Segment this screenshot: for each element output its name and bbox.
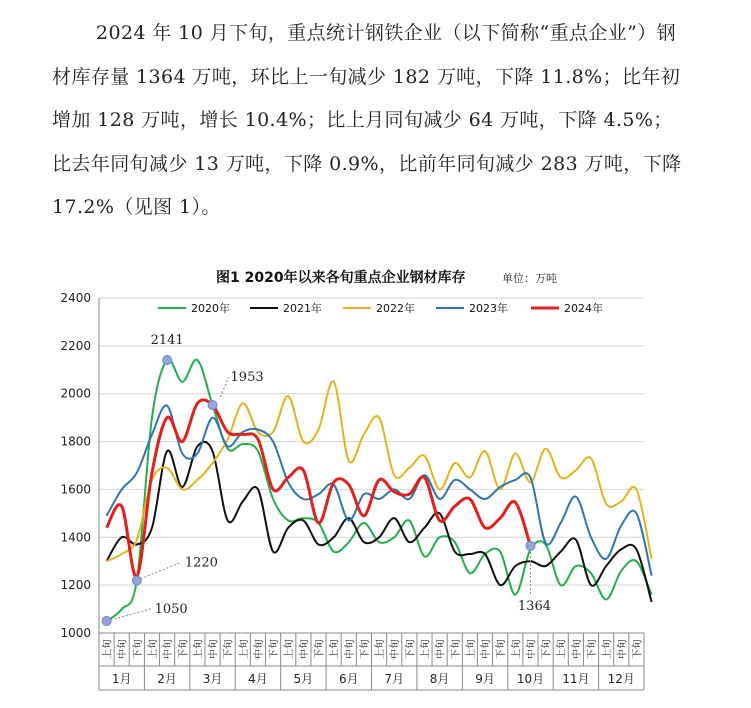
x-tick-label: 上旬 [375,639,387,659]
annotation-marker [163,355,172,364]
annotation-marker [526,541,535,550]
x-tick-label: 下旬 [223,639,235,659]
annotation-label: 1953 [230,369,264,385]
month-label: 3月 [202,672,223,686]
x-tick-label: 上旬 [420,639,432,659]
x-tick-label: 下旬 [587,639,599,659]
x-tick-label: 上旬 [284,639,296,659]
month-label: 2月 [157,672,177,686]
month-label: 6月 [338,672,359,686]
legend-label-2021: 2021年 [283,302,322,315]
x-tick-label: 中旬 [163,639,175,659]
annotation-label: 1364 [517,598,552,614]
x-tick-label: 下旬 [132,639,144,659]
month-label: 7月 [384,672,405,686]
y-tick-label: 1400 [60,530,91,545]
x-tick-label: 上旬 [556,639,568,659]
x-tick-label: 中旬 [253,639,265,659]
y-tick-label: 2200 [60,338,91,353]
x-tick-label: 上旬 [329,639,341,659]
month-label: 8月 [429,672,450,686]
series-line-2021 [107,442,652,602]
x-tick-label: 上旬 [102,639,114,659]
series-line-2020 [107,359,652,621]
month-label: 5月 [293,672,314,686]
x-tick-label: 下旬 [450,639,462,659]
summary-paragraph [52,12,692,230]
x-tick-label: 中旬 [390,639,402,659]
annotation-label: 1220 [184,555,218,571]
paragraph-text: 2024 年 10 月下旬，重点统计钢铁企业（以下简称“重点企业”）钢材库存量 1364 万吨，环比上一旬减少 182 万吨，下降 11.8%；比年初增加 128 万吨，增长 10.4%；比上月同旬减少 64 万吨，下降 4.5%；比去年同旬减少 13 万吨，下降 0.9%，比前年同旬减少 283 万吨，下降 17.2%（见图 1）。 [52,22,682,218]
series-lines [107,359,652,621]
annotation-marker [132,576,141,585]
x-tick-label: 上旬 [465,639,477,659]
annotation-leader [137,562,181,580]
chart-unit-label: 单位：万吨 [502,272,557,285]
x-tick-label: 中旬 [526,639,538,659]
y-tick-label: 1000 [60,626,91,640]
x-tick-label: 上旬 [147,639,159,659]
month-label: 9月 [475,672,495,686]
x-tick-label: 下旬 [269,639,281,659]
x-tick-label: 中旬 [208,639,220,659]
x-tick-label: 中旬 [481,639,493,659]
chart-title: 图1 2020年以来各旬重点企业钢材库存 [216,270,466,286]
x-tick-label: 中旬 [299,639,311,659]
month-label: 1月 [111,672,132,686]
x-tick-label: 下旬 [541,639,553,659]
x-tick-label: 下旬 [314,639,326,659]
inventory-line-chart [0,250,751,708]
x-tick-label: 下旬 [359,639,371,659]
legend-label-2023: 2023年 [469,302,508,315]
annotations [102,333,551,626]
y-tick-label: 1600 [60,482,91,497]
x-tick-label: 上旬 [193,639,205,659]
legend [158,301,603,315]
y-tick-label: 2000 [60,386,91,401]
x-tick-label: 下旬 [178,639,190,659]
annotation-leader [107,609,151,621]
x-axis [99,633,644,690]
y-tick-label: 1800 [60,434,91,449]
month-label: 10月 [516,672,545,686]
month-label: 12月 [607,672,635,686]
grid [99,298,644,633]
y-tick-label: 2400 [60,291,91,305]
annotation-label: 2141 [150,332,184,348]
y-axis [60,291,99,640]
annotation-marker [208,400,217,409]
x-tick-label: 下旬 [405,639,417,659]
legend-label-2022: 2022年 [376,302,415,315]
x-tick-label: 中旬 [617,639,629,659]
x-tick-label: 中旬 [344,639,356,659]
annotation-marker [102,617,111,626]
month-label: 4月 [248,672,268,686]
legend-label-2020: 2020年 [191,302,230,315]
x-tick-label: 上旬 [238,639,250,659]
x-tick-label: 下旬 [632,639,644,659]
x-tick-label: 中旬 [571,639,583,659]
x-tick-label: 中旬 [117,639,129,659]
month-label: 11月 [562,672,590,686]
x-tick-label: 上旬 [602,639,614,659]
annotation-label: 1050 [154,602,188,618]
x-tick-label: 下旬 [496,639,508,659]
x-tick-label: 中旬 [435,639,447,659]
legend-label-2024: 2024年 [564,302,603,315]
x-tick-label: 上旬 [511,639,523,659]
y-tick-label: 1200 [60,578,91,593]
